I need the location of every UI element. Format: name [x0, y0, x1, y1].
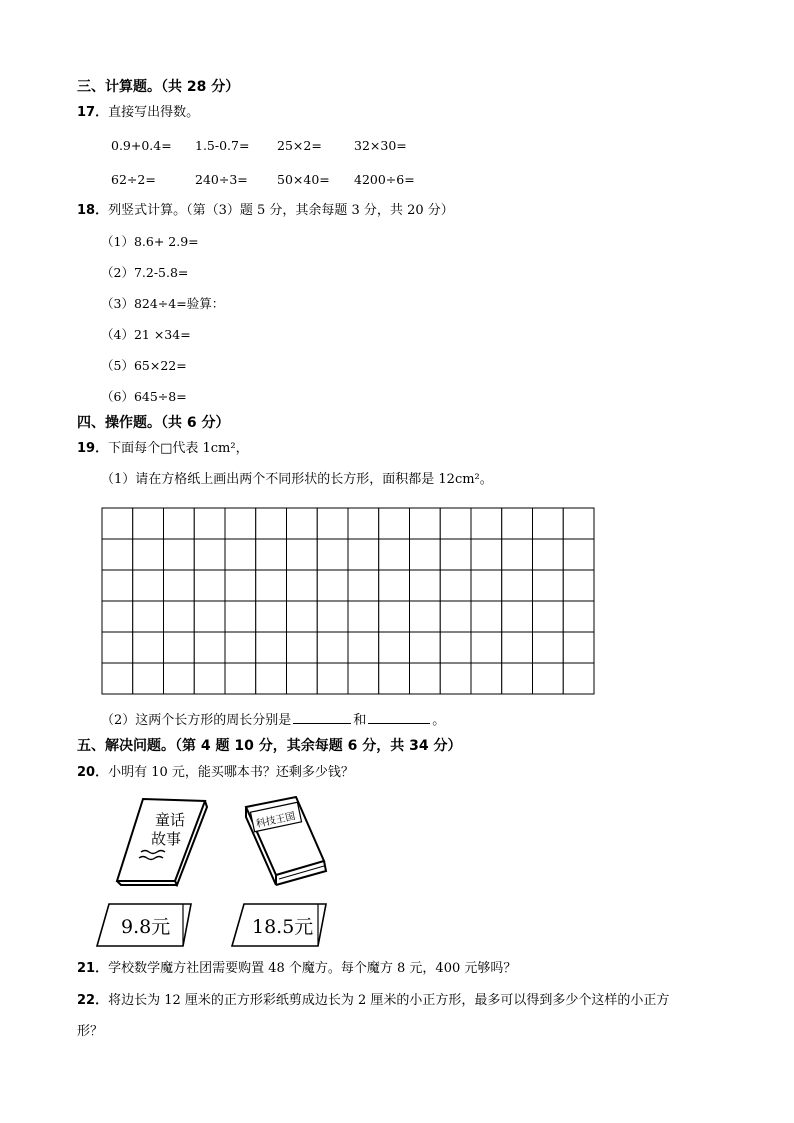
q18-item-3: （3）824÷4=验算：: [101, 296, 225, 311]
question-21-number: 21．: [77, 961, 109, 976]
grid-cell[interactable]: [410, 508, 441, 539]
question-17-number: 17．: [77, 105, 109, 120]
grid-cell[interactable]: [102, 539, 133, 570]
grid-cell[interactable]: [317, 663, 348, 694]
price-tag-1: [95, 902, 197, 948]
question-17-text: 直接写出得数。: [108, 105, 200, 120]
section-4-title: 四、操作题。（共 6 分）: [77, 415, 230, 431]
grid-cell[interactable]: [225, 570, 256, 601]
science-kingdom-book-image: [238, 795, 330, 887]
grid-cell[interactable]: [164, 570, 195, 601]
grid-cell[interactable]: [410, 663, 441, 694]
grid-cell[interactable]: [256, 539, 287, 570]
question-21: [77, 961, 516, 977]
q17-item-8: 4200÷6=: [354, 172, 415, 187]
question-17: [77, 105, 199, 121]
grid-cell[interactable]: [133, 508, 164, 539]
grid-cell[interactable]: [471, 508, 502, 539]
section-5-title: 五、解决问题。（第 4 题 10 分，其余每题 6 分，共 34 分）: [77, 738, 462, 754]
grid-cell[interactable]: [471, 539, 502, 570]
grid-cell[interactable]: [287, 570, 318, 601]
grid-cell[interactable]: [256, 632, 287, 663]
grid-cell[interactable]: [471, 601, 502, 632]
q18-item-5: （5）65×22=: [101, 358, 187, 373]
grid-cell[interactable]: [379, 601, 410, 632]
question-20-number: 20．: [77, 765, 109, 780]
grid-cell[interactable]: [440, 601, 471, 632]
price-label-2: 18.5元: [252, 916, 314, 938]
grid-cell[interactable]: [348, 539, 379, 570]
question-19: [77, 441, 249, 457]
grid-cell[interactable]: [317, 601, 348, 632]
book1-title-line1: 童话: [155, 811, 186, 829]
grid-cell[interactable]: [287, 601, 318, 632]
q18-item-6: （6）645÷8=: [101, 389, 187, 404]
price-label-1: 9.8元: [121, 916, 171, 938]
grid-cell[interactable]: [379, 632, 410, 663]
book1-title-line2: 故事: [151, 830, 182, 848]
section-3-title: 三、计算题。（共 28 分）: [77, 79, 240, 95]
q18-item-1: （1）8.6+ 2.9=: [101, 234, 199, 249]
grid-cell[interactable]: [164, 539, 195, 570]
q19-part2-text-c: 。: [432, 713, 446, 728]
grid-cell[interactable]: [133, 663, 164, 694]
question-18: [77, 203, 454, 219]
grid-cell[interactable]: [102, 570, 133, 601]
grid-cell[interactable]: [194, 663, 225, 694]
grid-cell[interactable]: [502, 539, 533, 570]
book2-title: 科技王国: [255, 811, 297, 831]
grid-cell[interactable]: [317, 570, 348, 601]
question-21-text: 学校数学魔方社团需要购置 48 个魔方。每个魔方 8 元，400 元够吗？: [108, 961, 517, 976]
grid-cell[interactable]: [533, 570, 564, 601]
grid-cell[interactable]: [102, 663, 133, 694]
grid-cell[interactable]: [225, 601, 256, 632]
grid-cell[interactable]: [440, 539, 471, 570]
q17-item-6: 240÷3=: [195, 172, 248, 187]
question-22: [77, 993, 669, 1009]
grid-cell[interactable]: [502, 663, 533, 694]
question-19-part-2: [101, 711, 445, 729]
grid-cell[interactable]: [533, 663, 564, 694]
grid-cell[interactable]: [256, 601, 287, 632]
grid-cell[interactable]: [348, 508, 379, 539]
grid-cell[interactable]: [317, 508, 348, 539]
grid-cell[interactable]: [379, 570, 410, 601]
q18-item-2: （2）7.2-5.8=: [101, 265, 189, 280]
question-22-continued: 形？: [77, 1024, 104, 1039]
grid-cell[interactable]: [287, 539, 318, 570]
q17-item-4: 32×30=: [354, 138, 407, 153]
fairy-tale-book-image: [115, 795, 210, 887]
grid-cell[interactable]: [379, 663, 410, 694]
question-18-text: 列竖式计算。（第（3）题 5 分，其余每题 3 分，共 20 分）: [108, 203, 454, 218]
grid-cell[interactable]: [225, 663, 256, 694]
grid-cell[interactable]: [287, 632, 318, 663]
grid-cell[interactable]: [563, 508, 594, 539]
grid-cell[interactable]: [348, 663, 379, 694]
q17-item-3: 25×2=: [277, 138, 322, 153]
question-22-number: 22．: [77, 993, 109, 1008]
grid-cell[interactable]: [348, 632, 379, 663]
grid-cell[interactable]: [194, 601, 225, 632]
grid-cell[interactable]: [379, 539, 410, 570]
grid-cell[interactable]: [502, 508, 533, 539]
grid-cell[interactable]: [440, 508, 471, 539]
grid-cell[interactable]: [348, 601, 379, 632]
grid-cell[interactable]: [440, 632, 471, 663]
grid-cell[interactable]: [563, 663, 594, 694]
grid-cell[interactable]: [502, 570, 533, 601]
grid-cell[interactable]: [102, 632, 133, 663]
grid-cell[interactable]: [563, 570, 594, 601]
grid-cell[interactable]: [102, 601, 133, 632]
grid-cell[interactable]: [440, 570, 471, 601]
grid-cell[interactable]: [410, 601, 441, 632]
question-22-text-line1: 将边长为 12 厘米的正方形彩纸剪成边长为 2 厘米的小正方形，最多可以得到多少个这样的小正方: [108, 993, 670, 1008]
grid-cell[interactable]: [287, 663, 318, 694]
grid-cell[interactable]: [164, 663, 195, 694]
question-19-number: 19．: [77, 441, 109, 456]
grid-cell[interactable]: [502, 632, 533, 663]
grid-cell[interactable]: [533, 632, 564, 663]
grid-cell[interactable]: [471, 570, 502, 601]
grid-cell[interactable]: [133, 632, 164, 663]
grid-cell[interactable]: [317, 632, 348, 663]
grid-cell[interactable]: [410, 632, 441, 663]
grid-cell[interactable]: [164, 508, 195, 539]
answer-blank-2[interactable]: [368, 711, 430, 724]
grid-cell[interactable]: [348, 570, 379, 601]
q17-item-1: 0.9+0.4=: [111, 138, 172, 153]
q17-item-7: 50×40=: [277, 172, 330, 187]
grid-cell[interactable]: [194, 570, 225, 601]
grid-cell[interactable]: [194, 508, 225, 539]
grid-cell[interactable]: [563, 601, 594, 632]
q19-part2-text-b: 和: [353, 713, 367, 728]
grid-cell[interactable]: [256, 663, 287, 694]
grid-cell[interactable]: [164, 632, 195, 663]
grid-cell[interactable]: [533, 539, 564, 570]
question-20: [77, 765, 354, 781]
grid-cell[interactable]: [225, 508, 256, 539]
q17-item-5: 62÷2=: [111, 172, 156, 187]
grid-cell[interactable]: [317, 539, 348, 570]
grid-cell[interactable]: [225, 539, 256, 570]
grid-cell[interactable]: [133, 601, 164, 632]
grid-cell[interactable]: [563, 632, 594, 663]
grid-cell[interactable]: [379, 508, 410, 539]
q19-part2-text-a: （2）这两个长方形的周长分别是: [101, 713, 292, 728]
grid-cell[interactable]: [256, 508, 287, 539]
grid-cell[interactable]: [410, 539, 441, 570]
grid-cell[interactable]: [502, 601, 533, 632]
grid-cell[interactable]: [440, 663, 471, 694]
q18-item-4: （4）21 ×34=: [101, 327, 191, 342]
grid-cell[interactable]: [410, 570, 441, 601]
grid-cell[interactable]: [563, 539, 594, 570]
price-tag-2: [230, 902, 332, 948]
square-grid-paper: [101, 507, 595, 695]
grid-cell[interactable]: [256, 570, 287, 601]
answer-blank-1[interactable]: [293, 711, 351, 724]
grid-cell[interactable]: [533, 601, 564, 632]
grid-cell[interactable]: [287, 508, 318, 539]
grid-cell[interactable]: [533, 508, 564, 539]
grid-cell[interactable]: [471, 663, 502, 694]
grid-cell[interactable]: [194, 632, 225, 663]
question-20-text: 小明有 10 元，能买哪本书？还剩多少钱？: [108, 765, 354, 780]
grid-cell[interactable]: [471, 632, 502, 663]
grid-cell[interactable]: [102, 508, 133, 539]
grid-cell[interactable]: [133, 539, 164, 570]
grid-cell[interactable]: [225, 632, 256, 663]
question-19-part-1: （1）请在方格纸上画出两个不同形状的长方形，面积都是 12cm²。: [101, 472, 493, 487]
question-19-text: 下面每个□代表 1cm²，: [108, 441, 249, 456]
grid-cell[interactable]: [164, 601, 195, 632]
question-18-number: 18．: [77, 203, 109, 218]
grid-cell[interactable]: [194, 539, 225, 570]
q17-item-2: 1.5-0.7=: [195, 138, 250, 153]
grid-cell[interactable]: [133, 570, 164, 601]
